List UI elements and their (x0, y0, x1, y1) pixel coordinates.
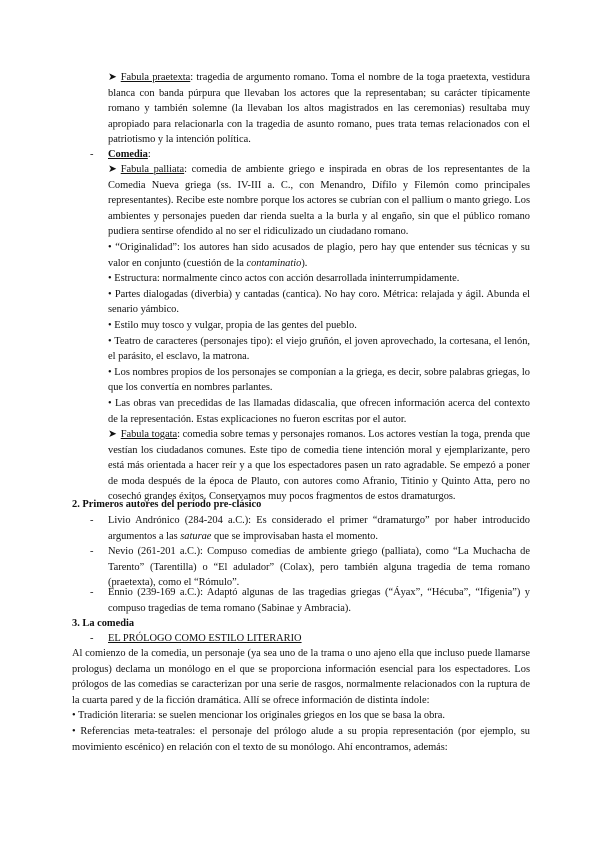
praetexta-term: Fabula praetexta (120, 72, 191, 83)
bullet-item: • Estructura: normalmente cinco actos con acción desarrollada ininterrumpidamente. (108, 273, 460, 285)
author-livio: Livio Andrónico (284-204 a.C.): Es considerado el primer “dramaturgo” por haber introducido argumentos a las saturae que se improvisaban hasta el momento. (108, 515, 530, 542)
bullet-item: • “Originalidad”: los autores han sido acusados de plagio, pero hay que entender sus técnicas y su valor en conjunto (cuestión de la contaminatio). (108, 241, 530, 269)
togata-term: Fabula togata (120, 429, 178, 441)
author-ennio: Ennio (239-169 a.C.): Adaptó algunas de las tragedias griegas (“Áyax”, “Hécuba”, “Ifigenia”) y compuso tragedias de tema romano (Sabinae y Ambracia). (108, 587, 530, 614)
arrow-bullet-icon: ➤ (108, 429, 117, 441)
bullet-item: • Estilo muy tosco y vulgar, propia de las gentes del pueblo. (108, 319, 357, 331)
arrow-bullet-icon: ➤ (108, 164, 117, 175)
bullet-item: • Los nombres propios de los personajes se componían a la griega, es decir, sobre palabras griegas, lo que los convertía en nombres parlantes. (108, 366, 530, 394)
section-2-heading: 2. Primeros autores del período pre-clásico (72, 499, 262, 510)
section-3-heading: 3. La comedia (72, 618, 135, 629)
bullet-item: • Tradición literaria: se suelen mencionar los originales griegos en los que se basa la obra. (72, 710, 445, 722)
bullet-item: • Partes dialogadas (diverbia) y cantadas (cantica). No hay coro. Métrica: relajada y ágil. Abunda el senario yámbico. (108, 288, 530, 316)
list-dash: - (90, 546, 94, 557)
list-dash: - (90, 515, 94, 526)
comedia-content (108, 162, 530, 505)
list-dash: - (90, 587, 94, 598)
bullet-item: • Las obras van precedidas de las llamadas didascalia, que ofrecen información acerca del contexto de la representación. Estas explicaciones no fueron escritas por el autor. (108, 397, 530, 425)
comedia-dash: - (90, 149, 94, 160)
author-nevio: Nevio (261-201 a.C.): Compuso comedias de ambiente griego (palliata), como “La Muchacha de Tarento” (Tarentilla) o “El adulador” (Colax), pero también alguna tragedia de tema romano (praetexta), como el “Rómulo”. (108, 546, 530, 589)
arrow-bullet-icon: ➤ (108, 72, 117, 83)
praetexta-paragraph (108, 70, 530, 148)
bullet-item: • Teatro de caracteres (personajes tipo): el viejo gruñón, el joven aprovechado, la cortesana, el lenón, el parásito, el esclavo, la matrona. (108, 335, 530, 363)
palliata-paragraph: ➤ Fabula palliata: comedia de ambiente griego e inspirada en obras de los representantes de la Comedia Nueva griega (ss. IV-III a. C., con Menandro, Dífilo y Filemón como principales representantes). Recibe este nombre porque los actores se cubrían con el pallium o manto griego. Los ambientes y personajes pueden dar rienda suelta a la burla y al engaño, sin que el público romano pudiera sentirse ofendido al no ser el ridiculizado un ciudadano romano. (108, 164, 530, 238)
prologue-paragraph: Al comienzo de la comedia, un personaje (ya sea uno de la trama o uno ajeno ella que incluso puede llamarse prologus) declama un monólogo en el que se proporciona información esencial para los espectadores. Los prólogos de las comedias se caracterizan por una serie de rasgos, normalmente relacionados con la ruptura de la cuarta pared y de la ficción dramática. Allí se ofrece información de distinta índole: (72, 648, 530, 706)
praetexta-text: : tragedia de argumento romano. Toma el nombre de la toga praetexta, vestidura blanca con banda púrpura que llevaban los actores que la representaban; su carácter típicamente romano y también solemne (la llevaban los altos magistrados en las ceremonias) resultaba muy apropiado para relacionarla con la tragedia de asunto romano, pues trata temas relacionados con el patriotismo y la intención política. (108, 72, 530, 146)
prologue-content (72, 646, 530, 755)
comedia-heading: Comedia: (108, 149, 151, 160)
prologue-subheading: EL PRÓLOGO COMO ESTILO LITERARIO (108, 633, 302, 644)
bullet-item: • Referencias meta-teatrales: el personaje del prólogo alude a su propia representación (por ejemplo, su movimiento escénico) en relación con el texto de su monólogo. Ahí encontramos, además: (72, 725, 530, 753)
list-dash: - (90, 633, 94, 644)
palliata-term: Fabula palliata (120, 164, 185, 175)
togata-paragraph: ➤ Fabula togata: comedia sobre temas y personajes romanos. Los actores vestían la toga, prenda que vestían los ciudadanos comunes. Este tipo de comedia tiene intención moral y ejemplarizante, pero está más orientada a hacer reír y a que los espectadores pasen un rato agradable. Se empezó a poner de moda después de la época de Plauto, con autores como Afranio, Titinio y Quinto Atta, pero no cosechó grandes éxitos. Conservamos muy pocos fragmentos de estos dramaturgos. (108, 429, 530, 503)
